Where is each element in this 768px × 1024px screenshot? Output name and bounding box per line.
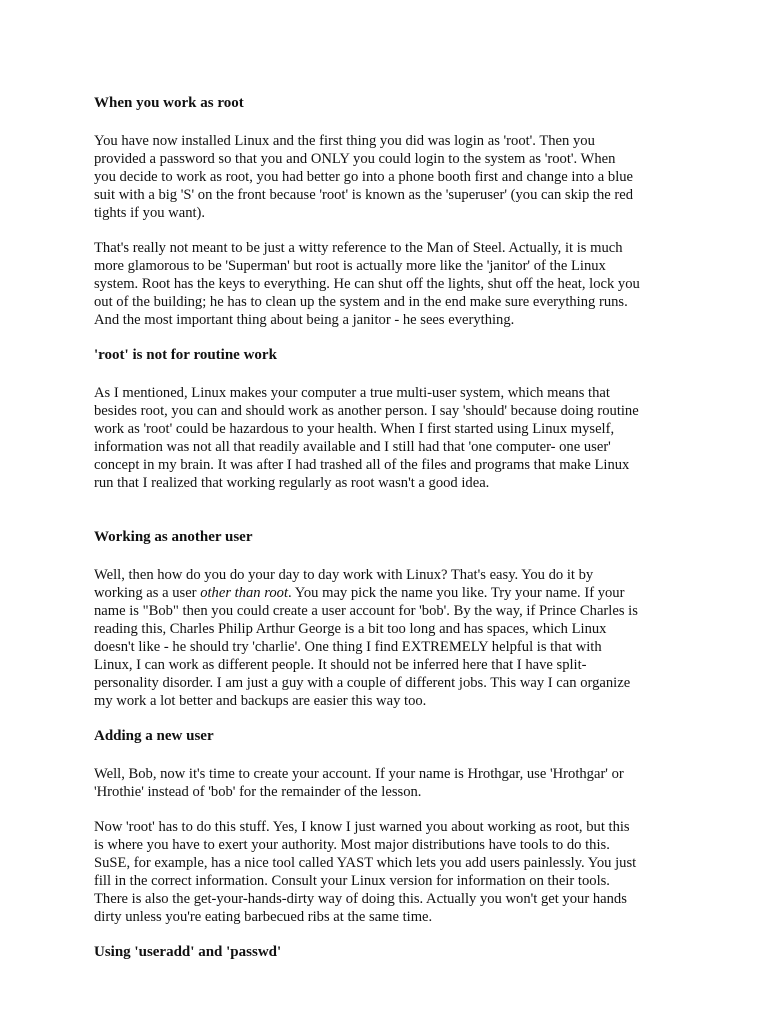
emphasis-other-than-root: other than root <box>200 585 289 601</box>
paragraph-day-to-day-work: Well, then how do you do your day to day work with Linux? That's easy. You do it by working as a user other than root. You may pick the name you like. Try your name. If your name is "Bob" then you could create a user account for 'bob'. By the way, if Prince Charles is reading this, Charles Philip Arthur George is a bit too long and has spaces, which Linux doesn't like - he should try 'charlie'. One thing I find EXTREMELY helpful is that with Linux, I can work as different people. It should not be inferred here that I have split- personality disorder. I am just a guy with a couple of different jobs. This way I can organize my work a lot better and backups are easier this way too. <box>94 567 638 709</box>
section-heading-useradd-passwd: Using 'useradd' and 'passwd' <box>94 944 282 960</box>
paragraph-root-tools: Now 'root' has to do this stuff. Yes, I know I just warned you about working as root, but this is where you have to exert your authority. Most major distributions have tools to do this. SuSE, for example, has a nice tool called YAST which lets you add users painlessly. You just fill in the correct information. Consult your Linux version for information on their tools. There is also the get-your-hands-dirty way of doing this. Actually you won't get your hands dirty unless you're eating barbecued ribs at the same time. <box>94 819 637 925</box>
paragraph-create-account: Well, Bob, now it's time to create your account. If your name is Hrothgar, use 'Hrothgar' or 'Hrothie' instead of 'bob' for the remainder of the lesson. <box>94 766 624 800</box>
paragraph-installed-linux: You have now installed Linux and the first thing you did was login as 'root'. Then you provided a password so that you and ONLY you could login to the system as 'root'. When you decide to work as root, you had better go into a phone booth first and change into a blue suit with a big 'S' on the front because 'root' is known as the 'superuser' (you can skip the red tights if you want). <box>94 133 634 221</box>
document-page <box>94 94 684 961</box>
paragraph-multi-user: As I mentioned, Linux makes your computer a true multi-user system, which means that besides root, you can and should work as another person. I say 'should' because doing routine work as 'root' could be hazardous to your health. When I first started using Linux myself, information was not all that readily available and I still had that 'one computer- one user' concept in my brain. It was after I had trashed all of the files and programs that make Linux run that I realized that working regularly as root wasn't a good idea. <box>94 385 639 491</box>
paragraph-man-of-steel: That's really not meant to be just a witty reference to the Man of Steel. Actually, it is much more glamorous to be 'Superman' but root is actually more like the 'janitor' of the Linux system. Root has the keys to everything. He can shut off the lights, shut off the heat, lock you out of the building; he has to clean up the system and in the end make sure everything runs. And the most important thing about being a janitor - he sees everything. <box>94 240 640 328</box>
section-heading-adding-user: Adding a new user <box>94 728 214 744</box>
section-heading-work-as-root: When you work as root <box>94 95 244 111</box>
section-heading-root-not-routine: 'root' is not for routine work <box>94 347 277 363</box>
section-heading-another-user: Working as another user <box>94 529 253 545</box>
